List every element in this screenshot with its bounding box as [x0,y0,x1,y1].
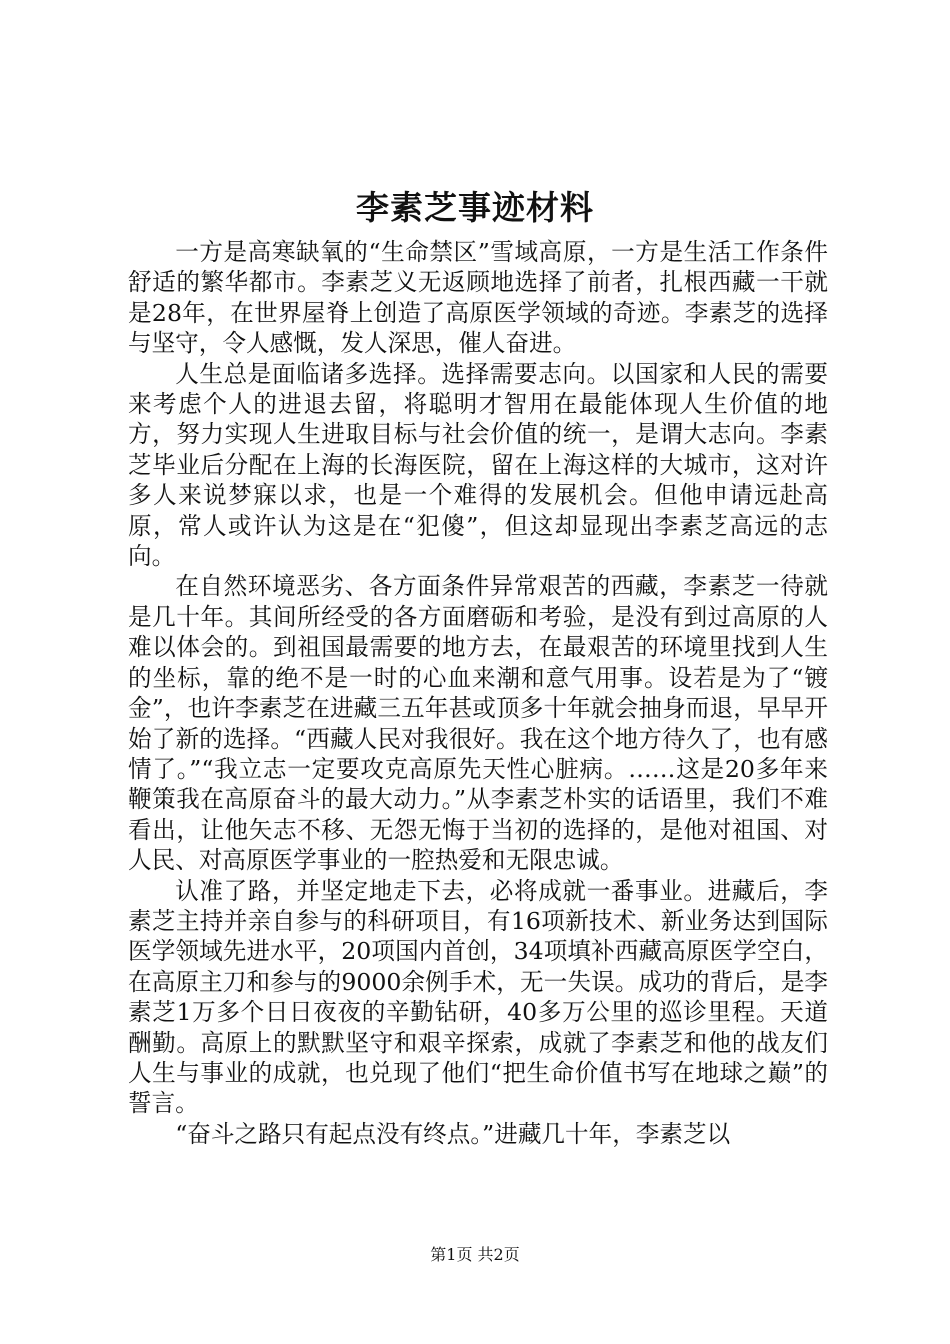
paragraph-2: 人生总是面临诸多选择。选择需要志向。以国家和人民的需要来考虑个人的进退去留，将聪明才智用在最能体现人生价值的地方，努力实现人生进取目标与社会价值的统一，是谓大志向。李素芝毕业后分配在上海的长海医院，留在上海这样的大城市，这对许多人来说梦寐以求，也是一个难得的发展机会。但他申请远赴高原，常人或许认为这是在“犯傻”，但这却显现出李素芝高远的志向。 [128,359,828,571]
paragraph-4: 认准了路，并坚定地走下去，必将成就一番事业。进藏后，李素芝主持并亲自参与的科研项目，有16项新技术、新业务达到国际医学领域先进水平，20项国内首创，34项填补西藏高原医学空白，在高原主刀和参与的9000余例手术，无一失误。成功的背后，是李素芝1万多个日日夜夜的辛勤钻研，40多万公里的巡诊里程。天道酬勤。高原上的默默坚守和艰辛探索，成就了李素芝和他的战友们人生与事业的成就，也兑现了他们“把生命价值书写在地球之巅”的誓言。 [128,876,828,1118]
paragraph-5: “奋斗之路只有起点没有终点。”进藏几十年，李素芝以 [175,1119,731,1148]
paragraph-3: 在自然环境恶劣、各方面条件异常艰苦的西藏，李素芝一待就是几十年。其间所经受的各方面磨砺和考验，是没有到过高原的人难以体会的。到祖国最需要的地方去，在最艰苦的环境里找到人生的坐标，靠的绝不是一时的心血来潮和意气用事。设若是为了“镀金”，也许李素芝在进藏三五年甚或顶多十年就会抽身而退，早早开始了新的选择。“西藏人民对我很好。我在这个地方待久了，也有感情了。”“我立志一定要攻克高原先天性心脏病。……这是20多年来鞭策我在高原奋斗的最大动力。”从李素芝朴实的话语里，我们不难看出，让他矢志不移、无怨无悔于当初的选择的，是他对祖国、对人民、对高原医学事业的一腔热爱和无限忠诚。 [128,572,828,875]
document-title: 李素芝事迹材料 [356,188,594,227]
page-number-footer: 第1页 共2页 [430,1245,520,1264]
paragraph-1: 一方是高寒缺氧的“生命禁区”雪域高原，一方是生活工作条件舒适的繁华都市。李素芝义无返顾地选择了前者，扎根西藏一干就是28年，在世界屋脊上创造了高原医学领域的奇迹。李素芝的选择与坚守，令人感慨，发人深思，催人奋进。 [128,238,828,358]
document-body [128,237,828,1149]
